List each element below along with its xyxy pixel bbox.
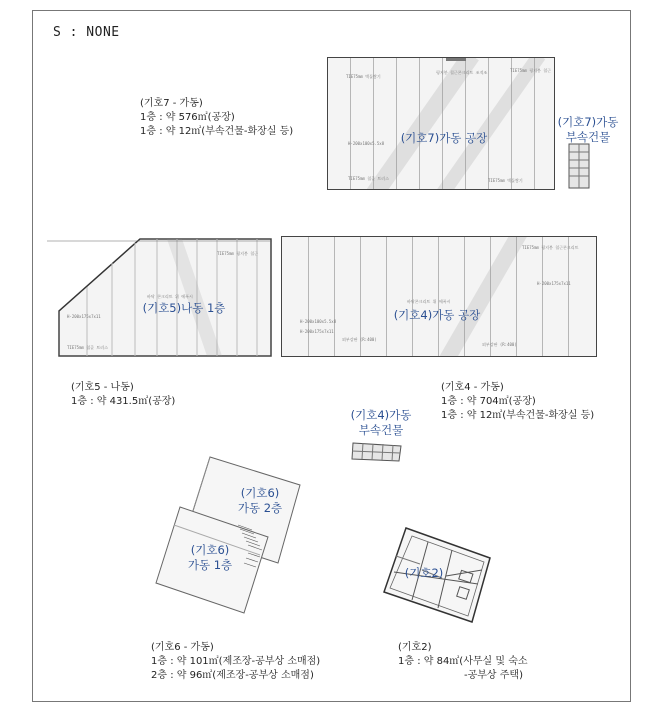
b5-plan-label: (기호5)나동 1층 [142, 301, 226, 315]
b7-floor-plan: TIE75mm 벽돌쌓기 평지붕 철근콘크리트 조적조 TIE75mm 평지붕 철근 H-200x100x5.5x8 TIE75mm 철골 트러스 TIE75mm 벽돌쌓기 (기호7)가동 공장 [327, 57, 555, 190]
b6-title: (기호6 - 가동) [151, 642, 214, 653]
b6-description [151, 641, 320, 683]
b5-title: (기호5 - 나동) [71, 382, 134, 393]
b2-floor1: 1층 : 약 84㎡(사무실 및 숙소 [398, 656, 528, 667]
b6-lower-label: (기호6) 가동 1층 [187, 543, 233, 572]
b4-annex-plan [351, 441, 403, 463]
b6-floor2: 2층 : 약 96㎡(제조장-공부상 소매점) [151, 670, 314, 681]
b4-annex-label: (기호4)가동 부속건물 [350, 408, 412, 437]
b6-upper-label: (기호6) 가동 2층 [237, 486, 283, 515]
b5-floor-plan: TIE75mm 평지붕 철근 H-200x175x7x11 TIE75mm 철골 트러스 바닥 콘크리트 위 에폭시 (기호5)나동 1층 [47, 237, 272, 358]
b7-annex-plan [568, 143, 590, 189]
b4-floor1: 1층 : 약 704㎡(공장) [441, 396, 536, 407]
b7-description [140, 97, 293, 139]
b7-floor1: 1층 : 약 576㎡(공장) [140, 112, 235, 123]
b4-floor-plan: TIE75mm 평지붕 철근콘크리트 H-200x175x7x11 H-200x100x5.5x8 H-200x175x7x11 외부강판 (R:400) 외부강판 (R:400) 바닥콘크리트 위 에폭시 (기호4)가동 공장 [281, 236, 597, 357]
b6-floor-plans [152, 455, 302, 615]
b2-title: (기호2) [398, 642, 432, 653]
b5-floor1: 1층 : 약 431.5㎡(공장) [71, 396, 176, 407]
b4-title: (기호4 - 가동) [441, 382, 504, 393]
b5-description [71, 381, 175, 409]
b7-title: (기호7 - 가동) [140, 98, 203, 109]
b6-floor1: 1층 : 약 101㎡(제조장-공부상 소매점) [151, 656, 321, 667]
b2-floor1-note: -공부상 주택) [464, 670, 523, 681]
b7-annex: 1층 : 약 12㎡(부속건물-화장실 등) [140, 126, 294, 137]
b4-plan-label: (기호4)가동 공장 [393, 308, 481, 322]
b4-description [441, 381, 594, 423]
b2-plan-label: (기호2) [404, 566, 444, 580]
b2-description [398, 641, 528, 683]
b4-annex: 1층 : 약 12㎡(부속건물-화장실 등) [441, 410, 595, 421]
scale-label: S : NONE [53, 25, 120, 40]
b7-annex-label: (기호7)가동 부속건물 [557, 115, 619, 144]
b7-plan-label: (기호7)가동 공장 [400, 131, 488, 145]
